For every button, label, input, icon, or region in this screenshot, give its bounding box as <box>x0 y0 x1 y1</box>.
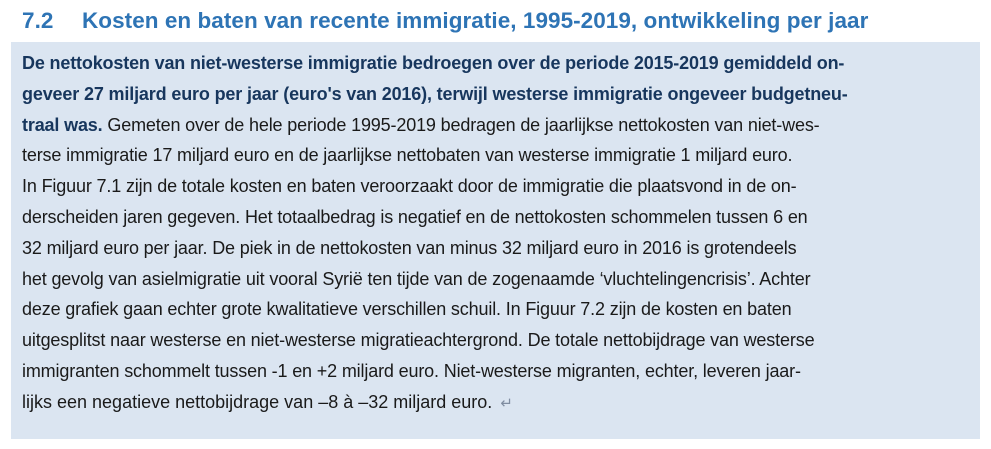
paragraph-line: 32 miljard euro per jaar. De piek in de nettokosten van minus 32 miljard euro in 2016 is grotendeels <box>22 237 797 258</box>
paragraph-line: immigranten schommelt tussen -1 en +2 miljard euro. Niet-westerse migranten, echter, leveren jaar- <box>22 360 801 381</box>
paragraph-line: terse immigratie 17 miljard euro en de jaarlijkse nettobaten van westerse immigratie 1 miljard euro. <box>22 145 793 166</box>
paragraph-line: derscheiden jaren gegeven. Het totaalbedrag is negatief en de nettokosten schommelen tussen 6 en <box>22 206 808 227</box>
section-number: 7.2 <box>22 8 54 33</box>
paragraph <box>22 48 982 420</box>
paragraph-line: het gevolg van asielmigratie uit vooral Syrië ten tijde van de zogenaamde ‘vluchtelingencrisis’. Achter <box>22 268 811 289</box>
paragraph-line: geveer 27 miljard euro per jaar (euro's van 2016), terwijl westerse immigratie ongeveer budgetneu- <box>22 83 848 104</box>
paragraph-line: uitgesplitst naar westerse en niet-westerse migratieachtergrond. De totale nettobijdrage van westerse <box>22 330 815 351</box>
paragraph-line: De nettokosten van niet-westerse immigratie bedroegen over de periode 2015-2019 gemiddeld on- <box>22 53 845 73</box>
section-heading <box>22 8 868 34</box>
last-line-text: lijks een negatieve nettobijdrage van –8 à –32 miljard euro. <box>22 391 493 412</box>
paragraph-line: deze grafiek gaan echter grote kwalitatieve verschillen schuil. In Figuur 7.2 zijn de kosten en baten <box>22 299 792 320</box>
paragraph-line: In Figuur 7.1 zijn de totale kosten en baten veroorzaakt door de immigratie die plaatsvond in de on- <box>22 176 797 197</box>
paragraph-line <box>22 387 982 420</box>
section-title: Kosten en baten van recente immigratie, 1995-2019, ontwikkeling per jaar <box>82 8 869 33</box>
body-text: Gemeten over de hele periode 1995-2019 bedragen de jaarlijkse nettokosten van niet-wes- <box>102 114 820 135</box>
paragraph-mark-icon: ↵ <box>500 394 513 412</box>
summary-end-text: traal was. <box>22 114 103 135</box>
paragraph-line <box>22 110 982 141</box>
